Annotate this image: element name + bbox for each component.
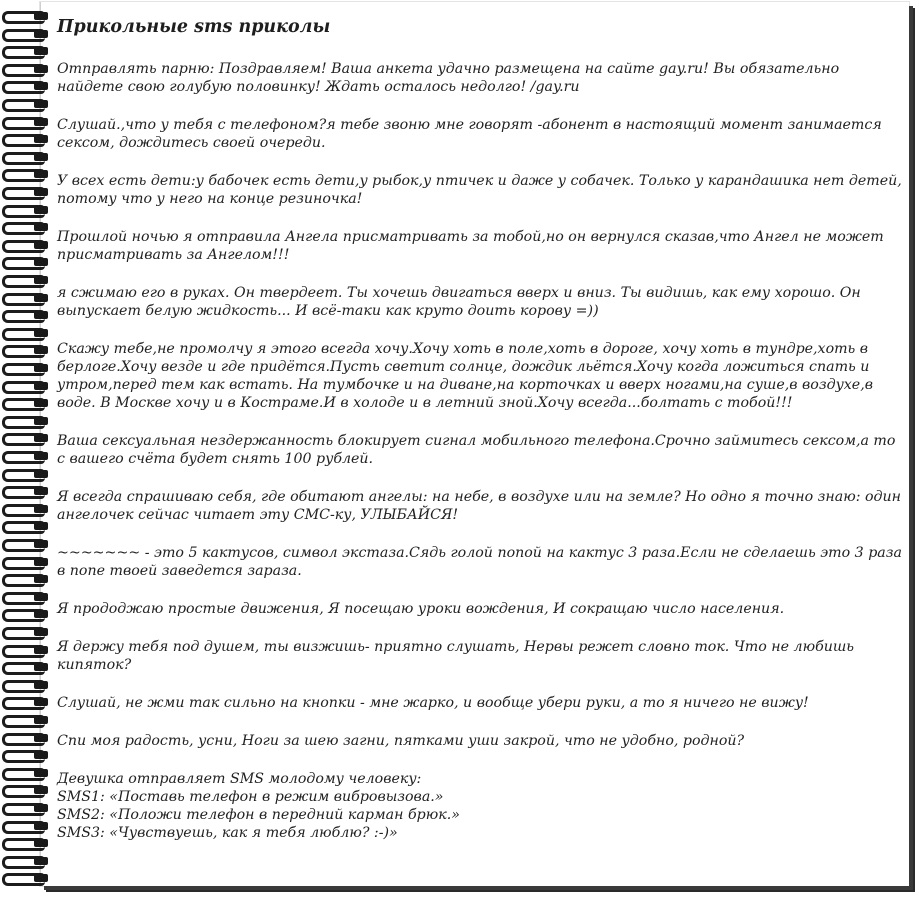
- sms-joke: Прошлой ночью я отправила Ангела присматривать за тобой,но он вернулся сказав,что Ангел не может присматривать за Ангелом!!!: [57, 229, 884, 263]
- sms-joke: Я держу тебя под душем, ты визжишь- приятно слушать, Нервы режет словно ток. Что не любишь кипяток?: [57, 639, 855, 673]
- spiral-ring: [2, 820, 48, 832]
- sms-joke: Спи моя радость, усни, Ноги за шею загни, пятками уши закрой, что не удобно, родной?: [57, 733, 745, 749]
- spiral-ring: [2, 309, 48, 321]
- spiral-ring: [2, 644, 48, 656]
- spiral-ring: [2, 327, 48, 339]
- sms-joke: я сжимаю его в руках. Он твердеет. Ты хочешь двигаться вверх и вниз. Ты видишь, как ему хорошо. Он выпускает белую жидкость... И всё-таки как круто доить корову =)): [57, 285, 861, 319]
- sms-line: Девушка отправляет SMS молодому человеку:: [57, 771, 422, 787]
- sms-joke-multiline: [57, 770, 902, 842]
- spiral-ring: [2, 98, 48, 110]
- spiral-ring: [2, 696, 48, 708]
- spiral-ring: [2, 186, 48, 198]
- spiral-ring: [2, 872, 48, 884]
- spiral-ring: [2, 10, 48, 22]
- sms-joke: У всех есть дети:у бабочек есть дети,у рыбок,у птичек и даже у собачек. Только у карандашика нет детей, потому что у него на конце резиночка!: [57, 173, 902, 207]
- sms-line: SMS3: «Чувствуешь, как я тебя люблю? :-)»: [57, 825, 398, 841]
- spiral-ring: [2, 415, 48, 427]
- sms-joke: Слушай, не жми так сильно на кнопки - мне жарко, и вообще убери руки, а то я ничего не вижу!: [57, 695, 809, 711]
- sms-line: SMS2: «Положи телефон в передний карман брюк.»: [57, 807, 460, 823]
- spiral-ring: [2, 45, 48, 57]
- spiral-ring: [2, 80, 48, 92]
- spiral-binding: [0, 0, 52, 900]
- sms-joke: ~~~~~~~ - это 5 кактусов, символ экстаза.Сядь голой попой на кактус 3 раза.Если не сделаешь это 3 раза в попе твоей заведется зараза.: [57, 545, 902, 579]
- spiral-ring: [2, 151, 48, 163]
- sms-joke: Ваша сексуальная нездержанность блокирует сигнал мобильного телефона.Срочно займитесь сексом,а то с вашего счёта будет снять 100 рублей.: [57, 433, 896, 467]
- spiral-ring: [2, 362, 48, 374]
- spiral-ring: [2, 221, 48, 233]
- spiral-ring: [2, 274, 48, 286]
- sms-joke: Скажу тебе,не промолчу я этого всегда хочу.Хочу хоть в поле,хоть в дороге, хочу хоть в тундре,хоть в берлоге.Хочу везде и где придётся.Пусть светит солнце, дождик льётся.Хочу когда ложиться спать и утром,перед тем как встать. На тумбочке и на диване,на корточках и вверх ногами,на суше,в воздухе,в воде. В Москве хочу и в Костраме.И в холоде и в летний зной.Хочу всегда...болтать с тобой!!!: [57, 341, 873, 411]
- spiral-ring: [2, 292, 48, 304]
- spiral-ring: [2, 679, 48, 691]
- sms-joke: Я прододжаю простые движения, Я посещаю уроки вождения, И сокращаю число населения.: [57, 601, 785, 617]
- page-title: Прикольные sms приколы: [57, 17, 331, 37]
- spiral-ring: [2, 732, 48, 744]
- spiral-ring: [2, 749, 48, 761]
- spiral-ring: [2, 573, 48, 585]
- spiral-ring: [2, 661, 48, 673]
- spiral-ring: [2, 239, 48, 251]
- spiral-ring: [2, 485, 48, 497]
- sms-joke: Я всегда спрашиваю себя, где обитают ангелы: на небе, в воздухе или на земле? Но одно я точно знаю: один ангелочек сейчас читает эту СМС-ку, УЛЫБАЙСЯ!: [57, 489, 901, 523]
- spiral-ring: [2, 767, 48, 779]
- spiral-ring: [2, 626, 48, 638]
- spiral-ring: [2, 397, 48, 409]
- spiral-ring: [2, 168, 48, 180]
- sms-joke: Слушай.,что у тебя с телефоном?я тебе звоню мне говорят -абонент в настоящий момент занимается сексом, дождитесь своей очереди.: [57, 117, 882, 151]
- spiral-ring: [2, 380, 48, 392]
- spiral-ring: [2, 591, 48, 603]
- spiral-ring: [2, 520, 48, 532]
- spiral-ring: [2, 133, 48, 145]
- spiral-ring: [2, 503, 48, 515]
- spiral-ring: [2, 608, 48, 620]
- spiral-ring: [2, 204, 48, 216]
- spiral-ring: [2, 344, 48, 356]
- spiral-ring: [2, 556, 48, 568]
- spiral-ring: [2, 450, 48, 462]
- article: [57, 12, 902, 842]
- spiral-ring: [2, 855, 48, 867]
- sms-joke: Отправлять парню: Поздравляем! Ваша анкета удачно размещена на сайте gay.ru! Вы обязательно найдете свою голубую половинку! Ждать осталось недолго! /gay.ru: [57, 61, 840, 95]
- spiral-ring: [2, 714, 48, 726]
- spiral-ring: [2, 432, 48, 444]
- spiral-ring: [2, 468, 48, 480]
- spiral-ring: [2, 63, 48, 75]
- spiral-ring: [2, 256, 48, 268]
- spiral-ring: [2, 802, 48, 814]
- sms-line: SMS1: «Поставь телефон в режим вибровызова.»: [57, 789, 444, 805]
- spiral-ring: [2, 784, 48, 796]
- spiral-ring: [2, 116, 48, 128]
- spiral-ring: [2, 538, 48, 550]
- spiral-ring: [2, 837, 48, 849]
- spiral-ring: [2, 28, 48, 40]
